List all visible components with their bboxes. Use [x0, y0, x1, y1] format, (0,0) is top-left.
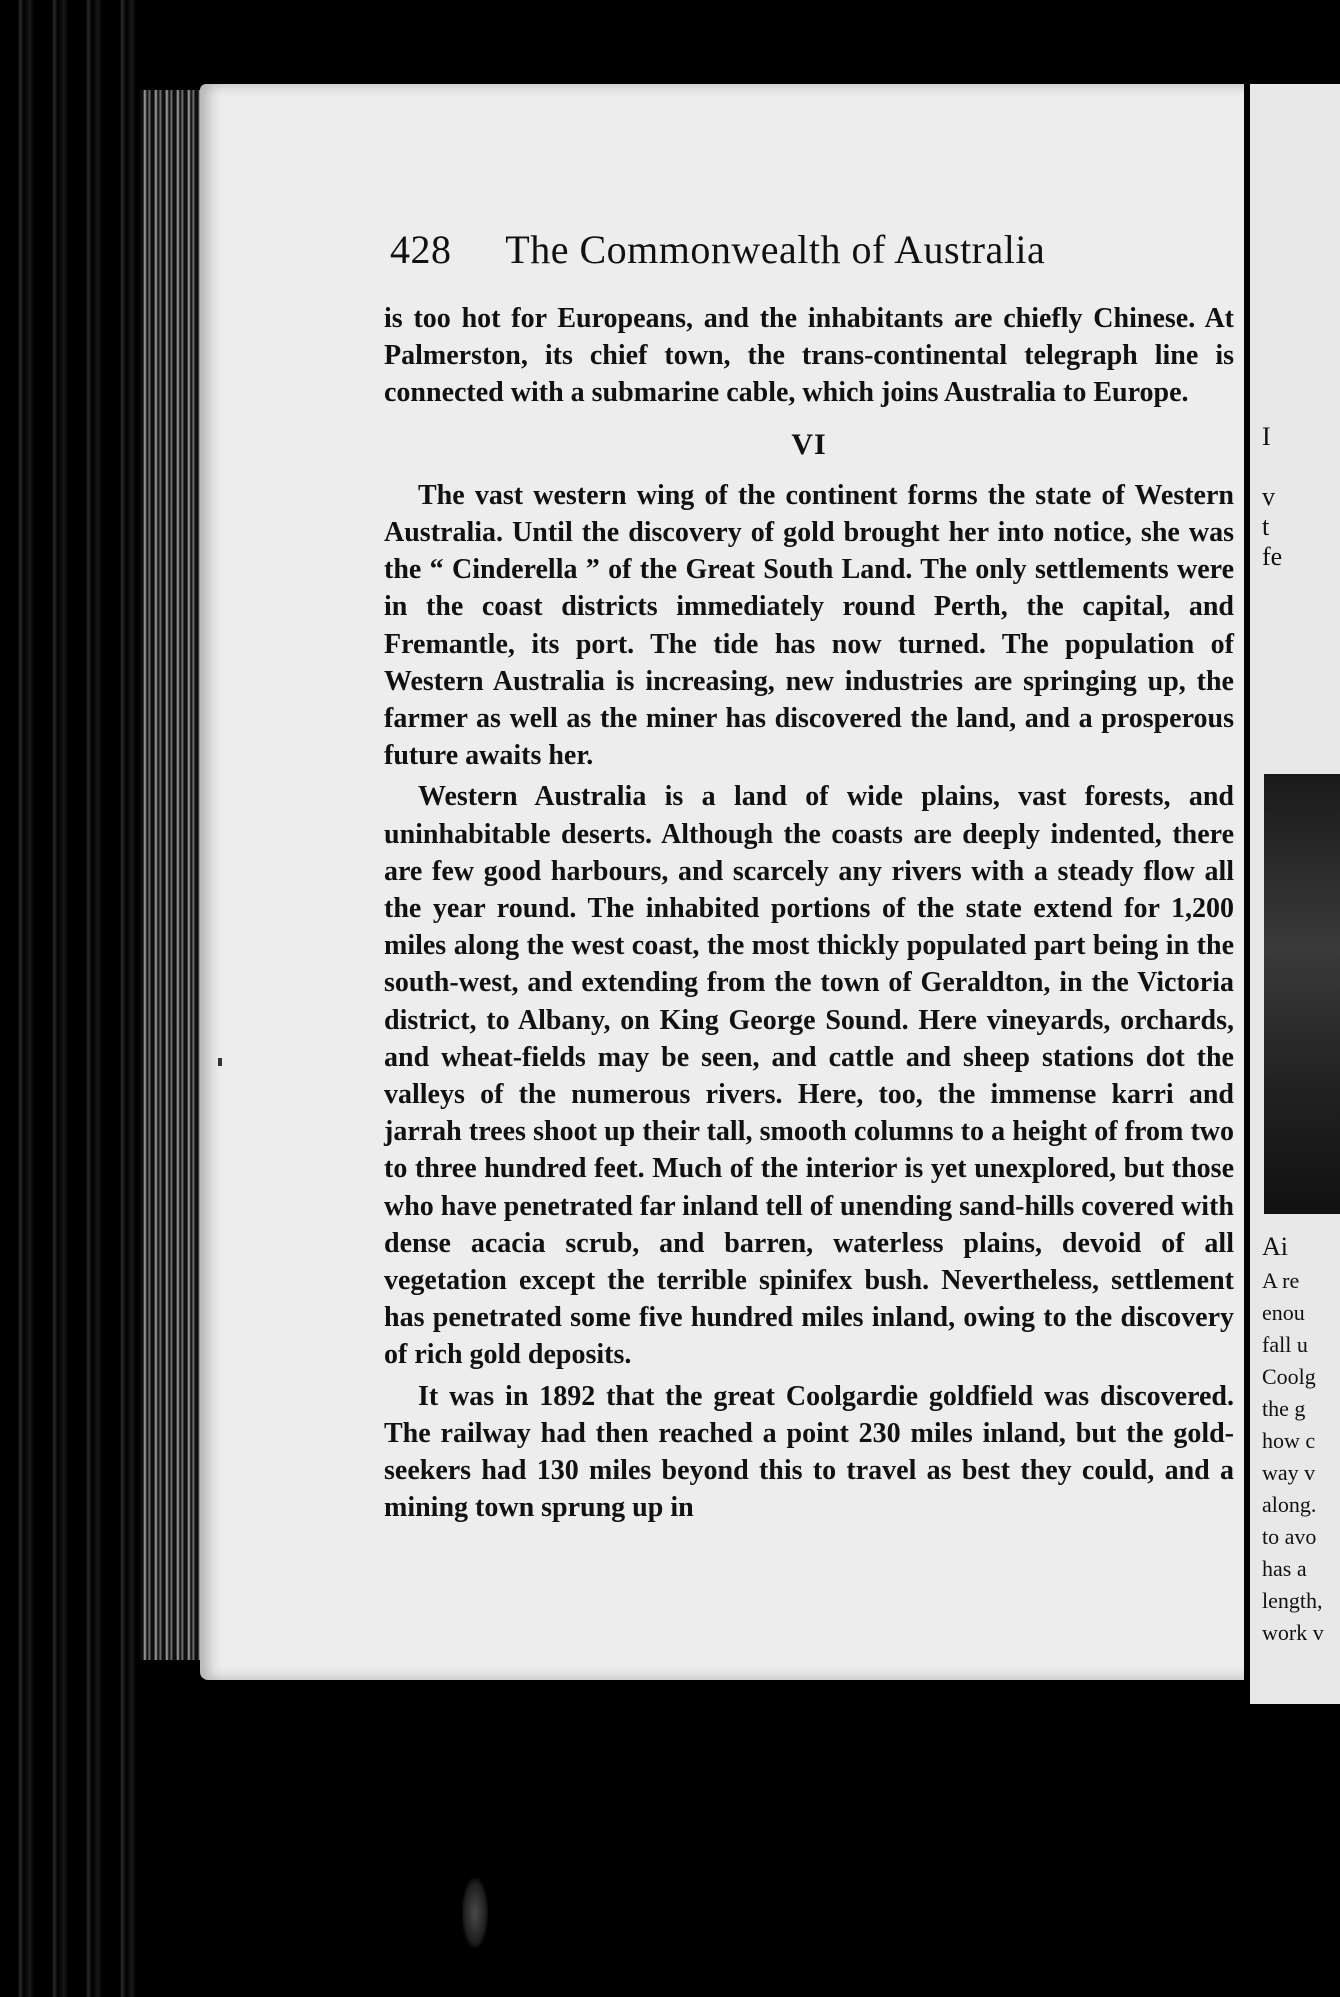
- facing-page-illustration: [1264, 774, 1340, 1214]
- body-text: [384, 300, 1234, 1527]
- facing-page-fragment: I: [1262, 422, 1271, 451]
- facing-page-fragment: work v: [1262, 1620, 1324, 1645]
- book-spine-shadow: [0, 0, 140, 1997]
- facing-page-fragment: how c: [1262, 1428, 1316, 1453]
- facing-page-fragment: A re: [1262, 1268, 1300, 1293]
- facing-page-fragment: v: [1262, 482, 1275, 511]
- paragraph-1: The vast western wing of the continent forms the state of Western Australia. Until the discovery of gold brought her into notice, she was the “ Cinderella ” of the Great South Land. The only settlements were in the coast districts immediately round Perth, the capital, and Fremantle, its port. The tide has now turned. The population of Western Australia is increasing, new industries are springing up, the farmer as well as the miner has discovered the land, and a prosperous future awaits her.: [384, 479, 1234, 772]
- facing-page: [1244, 84, 1340, 1704]
- facing-page-fragment: to avo: [1262, 1524, 1317, 1549]
- facing-page-fragment: has a: [1262, 1556, 1307, 1581]
- scan-smudge: [462, 1878, 488, 1948]
- facing-page-fragment: fall u: [1262, 1332, 1308, 1357]
- section-heading: VI: [791, 427, 827, 461]
- facing-page-fragment: t: [1262, 512, 1270, 541]
- running-title: The Commonwealth of Australia: [505, 227, 1046, 272]
- paragraph-2: Western Australia is a land of wide plains, vast forests, and uninhabitable deserts. Although the coasts are deeply indented, there are few good harbours, and scarcely any rivers with a steady flow all the year round. The inhabited portions of the state extend for 1,200 miles along the west coast, the most thickly populated part being in the south-west, and extending from the town of Geraldton, in the Victoria district, to Albany, on King George Sound. Here vineyards, orchards, and wheat-fields may be seen, and cattle and sheep stations dot the valleys of the numerous rivers. Here, too, the immense karri and jarrah trees shoot up their tall, smooth columns to a height of from two to three hundred feet. Much of the interior is yet unexplored, but those who have penetrated far inland tell of unending sand-hills covered with dense acacia scrub, and barren, waterless plains, devoid of all vegetation except the terrible spinifex bush. Nevertheless, settlement has penetrated some five hundred miles inland, owing to the discovery of rich gold deposits.: [384, 781, 1234, 1371]
- facing-page-fragment: Coolg: [1262, 1364, 1316, 1389]
- page-number: 428: [390, 227, 452, 272]
- facing-page-fragment: way v: [1262, 1460, 1316, 1485]
- facing-page-fragment: the g: [1262, 1396, 1306, 1421]
- paragraph-3: It was in 1892 that the great Coolgardie goldfield was discovered. The railway had then reached a point 230 miles inland, but the gold-seekers had 130 miles beyond this to travel as best they could, and a mining town sprung up in: [384, 1380, 1234, 1524]
- paragraph-intro: is too hot for Europeans, and the inhabitants are chiefly Chinese. At Palmerston, its chief town, the trans-continental telegraph line is connected with a submarine cable, which joins Australia to Europe.: [384, 303, 1234, 409]
- facing-page-fragment: enou: [1262, 1300, 1305, 1325]
- facing-page-fragment: along.: [1262, 1492, 1317, 1517]
- facing-page-fragment: Ai: [1262, 1232, 1288, 1261]
- running-header: [390, 226, 1045, 273]
- facing-page-fragment: length,: [1262, 1588, 1323, 1613]
- margin-mark: [218, 1058, 222, 1066]
- facing-page-fragment: fe: [1262, 542, 1283, 571]
